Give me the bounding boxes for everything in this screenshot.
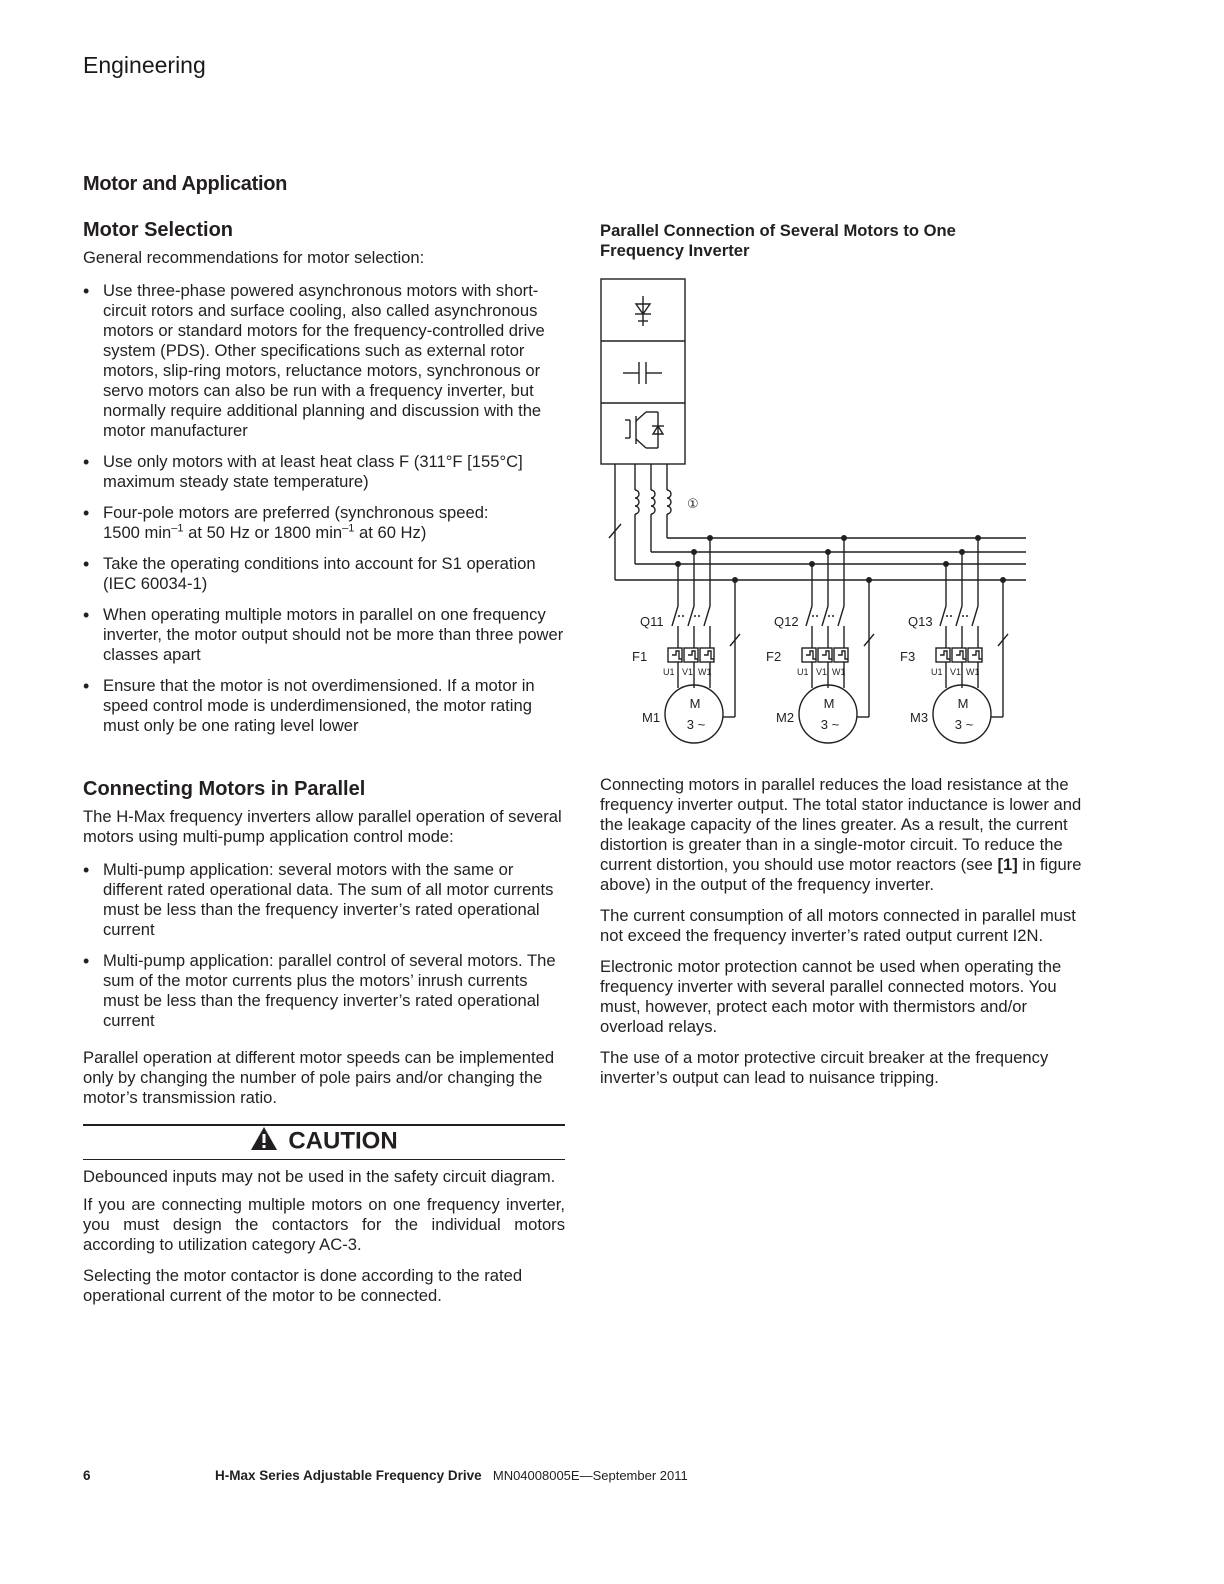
motor-selection-intro: General recommendations for motor selection: [83,248,425,267]
motor-letter: M [823,696,835,711]
page-number: 6 [83,1468,91,1483]
terminal-label: U1 [797,667,809,677]
right-paragraph-1 [600,775,1085,895]
terminal-label: W1 [966,667,980,677]
list-item: • Multi-pump application: parallel control of several motors. The sum of the motor currents plus the motors’ inrush currents must be less than the frequency inverter’s rated operational current [83,951,565,1031]
exponent: –1 [171,522,184,535]
parallel-title: Connecting Motors in Parallel [83,778,366,800]
motor-branch-3 [933,536,1008,743]
list-item: • When operating multiple motors in parallel on one frequency inverter, the motor output should not be more than three power classes apart [83,605,565,665]
overload-label: F3 [900,649,916,664]
caution-paragraph: If you are connecting multiple motors on one frequency inverter, you must design the contactors for the individual motors according to utilization category AC-3. [83,1195,565,1254]
list-item: • Use only motors with at least heat class F (311°F [155°C] maximum steady state temperature) [83,452,565,492]
list-item: • Multi-pump application: several motors with the same or different rated operational data. The sum of all motor currents must be less than the frequency inverter’s rated operational current [83,860,565,940]
parallel-list [83,860,565,1042]
exponent: –1 [342,522,355,535]
terminal-label: U1 [663,667,675,677]
contactor-label: Q13 [908,614,933,629]
text-segment: Connecting motors in parallel reduces the load resistance at the frequency inverter output. The total stator inductance is lower and the leakage capacity of the lines greater. As a result, the current distortion is greater than in a single-motor circuit. To reduce the current distortion, you should use motor reactors (see [600,775,1082,874]
four-pole-end: at 60 Hz) [354,523,427,542]
section-header: Engineering [83,52,206,78]
page-heading: Motor and Application [83,173,288,195]
motor-letter: M [957,696,969,711]
footer-title-block [215,1468,688,1483]
capacitor-icon [623,362,662,384]
motor-selection-section [83,219,565,268]
parallel-outro: Parallel operation at different motor speeds can be implemented only by changing the number of pole pairs and/or changing the motor’s transmission ratio. [83,1048,555,1107]
right-paragraph-3: Electronic motor protection cannot be used when operating the frequency inverter with several parallel connected motors. You must, however, protect each motor with thermistors and/or overload relays. [600,957,1062,1036]
motor-phase: 3 ~ [820,717,840,732]
list-item: • Take the operating conditions into account for S1 operation (IEC 60034-1) [83,554,565,594]
motor-label: M3 [910,710,929,725]
list-item: • Ensure that the motor is not overdimensioned. If a motor in speed control mode is underdimensioned, the motor rating must only be one rating level lower [83,676,565,736]
right-paragraph-2: The current consumption of all motors connected in parallel must not exceed the frequency inverter’s rated output current I2N. [600,906,1076,945]
footer-title: H-Max Series Adjustable Frequency Drive [215,1468,482,1483]
overload-label: F1 [632,649,648,664]
figure-reference: [1] [997,855,1018,874]
caution-body [83,1167,565,1306]
figure-title: Parallel Connection of Several Motors to One Frequency Inverter [600,221,956,260]
reactor-coil [635,490,639,514]
motor-label: M1 [642,710,661,725]
right-paragraph-4: The use of a motor protective circuit breaker at the frequency inverter’s output can lead to nuisance tripping. [600,1048,1049,1087]
parallel-motor-wiring-diagram [598,276,1032,752]
rectifier-icon [635,296,651,326]
four-pole-speed1: 1500 min [103,523,172,542]
motor-branch-1 [665,536,740,743]
caution-paragraph: Selecting the motor contactor is done according to the rated operational current of the motor to be connected. [83,1266,523,1305]
overload-label: F2 [766,649,782,664]
igbt-icon [625,412,664,448]
terminal-label: W1 [832,667,846,677]
motor-phase: 3 ~ [686,717,706,732]
list-item [83,503,565,543]
caution-heading [83,1126,565,1158]
list-item: • Use three-phase powered asynchronous motors with short-circuit rotors and surface cooling, also called asynchronous motors or standard motors for the frequency-controlled drive system (PDS). Other specifications such as external rotor motors, slip-ring motors, reluctance motors, synchronous or servo motors can also be run with a frequency inverter, but normally require additional planning and discussion with the motor manufacturer [83,281,565,441]
parallel-section [83,778,565,847]
terminal-label: U1 [931,667,943,677]
terminal-label: V1 [682,667,694,677]
motor-letter: M [689,696,701,711]
four-pole-line1: Four-pole motors are preferred (synchronous speed: [103,503,489,522]
parallel-intro: The H-Max frequency inverters allow parallel operation of several motors using multi-pump application control mode: [83,807,562,846]
caution-paragraph: Debounced inputs may not be used in the safety circuit diagram. [83,1167,556,1186]
right-column-text [600,775,1085,1088]
reactor-coil [651,490,655,514]
contactor-label: Q11 [640,614,664,629]
reactor-coil [667,490,671,514]
text-segment: in figure above) in the output of the frequency inverter. [600,855,1082,894]
motor-selection-list [83,281,565,747]
four-pole-mid: at 50 Hz or 1800 min [183,523,343,542]
motor-branch-2 [799,536,874,743]
footer-doc-number: MN04008005E—September 2011 [492,1468,688,1483]
motor-label: M2 [776,710,795,725]
caution-bottom-rule [83,1159,565,1160]
motor-phase: 3 ~ [954,717,974,732]
terminal-label: W1 [698,667,712,677]
motor-selection-title: Motor Selection [83,219,234,241]
terminal-label: V1 [950,667,962,677]
terminal-label: V1 [816,667,828,677]
caution-label: CAUTION [288,1127,398,1155]
reactor-label: ① [687,496,699,511]
warning-icon [250,1126,278,1158]
contactor-label: Q12 [774,614,799,629]
